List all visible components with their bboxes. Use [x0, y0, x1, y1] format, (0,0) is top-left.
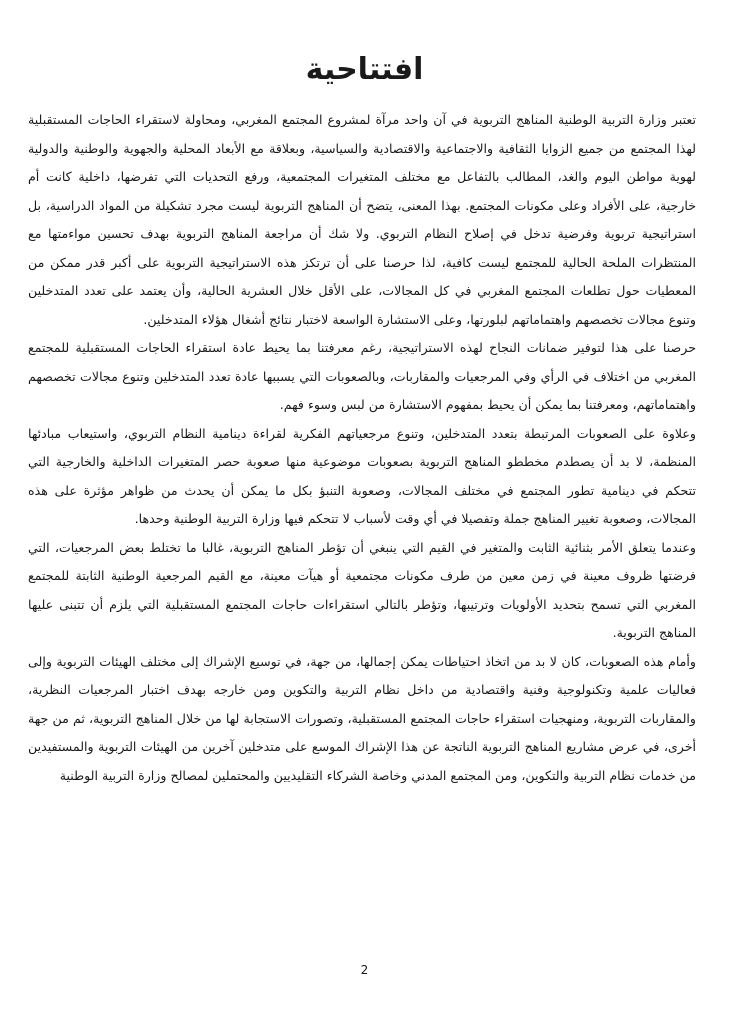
paragraph: وأمام هذه الصعوبات، كان لا بد من اتخاذ احتياطات يمكن إجمالها، من جهة، في توسيع الإشراك إلى مختلف الهيئات التربوية وإلى فعاليات علمية وتكنولوجية وفنية واقتصادية من داخل نظام التربية والتكوين ومن خارجه بهدف اختبار المرجعيات النظرية، والمقاربات التربوية، ومنهجيات استقراء حاجات المجتمع المستقبلية، وتصورات الاستجابة لها من خلال المناهج التربوية، ثم من جهة أخرى، في عرض مشاريع المناهج التربوية الناتجة عن هذا الإشراك الموسع على متدخلين آخرين من الهيئات التربوية والمستفيدين من خدمات نظام التربية والتكوين، ومن المجتمع المدني وخاصة الشركاء التقليديين والمحتملين لمصالح وزارة التربية الوطنية: [28, 653, 696, 783]
paragraph: وعلاوة على الصعوبات المرتبطة بتعدد المتدخلين، وتنوع مرجعياتهم الفكرية لقراءة دينامية النظام التربوي، واستيعاب مبادئها المنظمة، لا بد أن يصطدم مخططو المناهج التربوية بصعوبات موضوعية منها صعوبة حصر المتغيرات الداخلية والخارجية التي تتحكم في دينامية تطور المجتمع في مختلف المجالات، وصعوبة التنبؤ بكل ما يمكن أن يحدث من ظواهر مؤثرة على هذه المجالات، وصعوبة تغيير المناهج جملة وتفصيلا في أي وقت لأسباب لا تتحكم فيها وزارة التربية الوطنية وحدها.: [28, 425, 696, 526]
page-number: 2: [360, 963, 369, 977]
paragraph: تعتبر وزارة التربية الوطنية المناهج التربوية في آن واحد مرآة لمشروع المجتمع المغربي، ومحاولة لاستقراء الحاجات المستقبلية لهذا المجتمع من جميع الزوايا الثقافية والاجتماعية والاقتصادية والسياسية، وبعلاقة مع الأبعاد المحلية والجهوية والوطنية والدولية لهوية مواطن اليوم والغد، المطالب بالتفاعل مع مختلف المتغيرات المجتمعية، ورفع التحديات التي تفرضها، داخلية كانت أم خارجية، على الأفراد وعلى مكونات المجتمع. بهذا المعنى، يتضح أن المناهج التربوية ليست مجرد تشكيلة من المواد الدراسية، بل استراتيجية تربوية وفرضية تدخل في إصلاح النظام التربوي. ولا شك أن مراجعة المناهج التربوية بهدف تحسين مواءمتها مع المنتظرات الملحة الحالية للمجتمع ليست كافية، لذا حرصنا على أن ترتكز هذه الاستراتيجية التربوية على أكبر قدر ممكن من المعطيات حول تطلعات المجتمع المغربي في كل المجالات، على الأقل خلال العشرية الحالية، وأن يعتمد على تعدد المتدخلين وتنوع مجالات تخصصهم واهتماماتهم لبلورتها، وعلى الاستشارة الواسعة لاختبار نتائج أشغال هؤلاء المتدخلين.: [28, 112, 696, 327]
body-text: [28, 106, 696, 790]
paragraph: حرصنا على هذا لتوفير ضمانات النجاح لهذه الاستراتيجية، رغم معرفتنا بما يحيط عادة استقراء الحاجات المستقبلية للمجتمع المغربي من اختلاف في الرأي وفي المرجعيات والمقاربات، وبالصعوبات التي يسببها عادة تعدد المتدخلين وتنوع مجالات تخصصهم واهتماماتهم، ومعرفتنا بما يمكن أن يحيط بمفهوم الاستشارة من لبس وسوء فهم.: [28, 340, 696, 412]
paragraph: وعندما يتعلق الأمر بثنائية الثابت والمتغير في القيم التي ينبغي أن تؤطر المناهج التربوية، غالبا ما تختلط بعض المرجعيات، التي فرضتها ظروف معينة في زمن معين من طرف مكونات مجتمعية أو هيآت معينة، مع القيم المرجعية الوطنية الثابتة للمجتمع المغربي التي تسمح بتحديد الأولويات وترتيبها، وتؤطر بالتالي استقراءات حاجات المجتمع المستقبلية التي يلزم أن تتبنى عليها المناهج التربوية.: [28, 539, 696, 640]
page-title: افتتاحية: [305, 52, 424, 87]
